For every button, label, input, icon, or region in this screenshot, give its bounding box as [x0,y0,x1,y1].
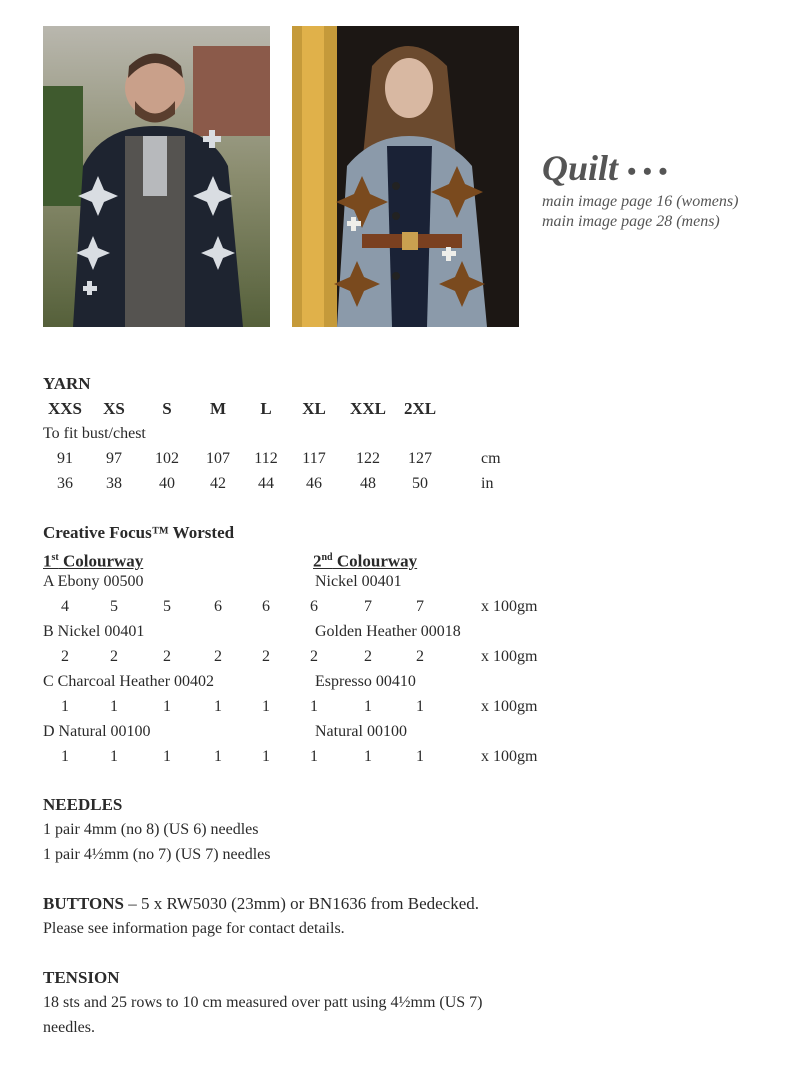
colour-quantity: 2 [214,648,222,665]
quantity-unit: x 100gm [481,598,538,615]
quantity-unit: x 100gm [481,648,538,665]
tension-heading: TENSION [43,968,120,987]
buttons-contact-note: Please see information page for contact details. [43,920,345,937]
measure-in: 38 [106,475,122,492]
colour-quantity: 2 [110,648,118,665]
size-label: L [260,399,272,418]
colour-quantity: 2 [163,648,171,665]
tension-line: 18 sts and 25 rows to 10 cm measured over patt using 4½mm (US 7) [43,994,483,1011]
yarn-product: Creative Focus™ Worsted [43,523,235,542]
colour-quantity: 1 [262,698,270,715]
colour-quantity: 5 [163,598,171,615]
colour-quantity: 1 [110,748,118,765]
measure-cm: 97 [106,450,122,467]
measure-cm: 122 [356,450,380,467]
colour-name-cw2: Golden Heather 00018 [315,623,461,640]
colour-quantity: 2 [61,648,69,665]
colour-quantity: 7 [416,598,424,615]
measure-in: 48 [360,475,376,492]
colour-quantity: 5 [110,598,118,615]
colour-quantity: 2 [262,648,270,665]
colour-quantity: 1 [416,698,424,715]
tension-line: needles. [43,1019,95,1036]
colour-name-cw1: A Ebony 00500 [43,573,144,590]
page-reference-womens: main image page 16 (womens) [542,193,739,210]
unit-cm: cm [481,450,501,467]
quantity-unit: x 100gm [481,698,538,715]
buttons-line: BUTTONS – 5 x RW5030 (23mm) or BN1636 from Bedecked. [43,894,480,913]
colour-quantity: 4 [61,598,69,615]
colour-name-cw1: C Charcoal Heather 00402 [43,673,215,690]
quantity-unit: x 100gm [481,748,538,765]
colour-quantity: 1 [61,698,69,715]
colour-quantity: 1 [262,748,270,765]
measure-cm: 117 [302,450,326,467]
colour-quantity: 1 [364,748,372,765]
measure-in: 36 [57,475,73,492]
colour-quantity: 2 [310,648,318,665]
buttons-heading: BUTTONS [43,894,124,913]
measure-cm: 91 [57,450,73,467]
colour-quantity: 2 [364,648,372,665]
womens-cardigan-photo [292,26,519,327]
colour-quantity: 1 [310,698,318,715]
measure-cm: 127 [408,450,432,467]
colour-name-cw1: B Nickel 00401 [43,623,145,640]
measure-in: 44 [258,475,274,492]
size-label: XL [302,399,326,418]
needle-line: 1 pair 4mm (no 8) (US 6) needles [43,821,259,838]
unit-in: in [481,475,494,492]
colour-quantity: 1 [163,748,171,765]
colour-name-cw2: Nickel 00401 [315,573,402,590]
page-reference-mens: main image page 28 (mens) [542,213,720,230]
size-label: 2XL [403,399,437,418]
colour-quantity: 1 [364,698,372,715]
fit-label: To fit bust/chest [43,425,146,442]
size-label: XXL [350,399,386,418]
title-block [542,148,738,232]
colour-quantity: 1 [163,698,171,715]
pattern-title: Quilt • • • [542,148,668,188]
colour-quantity: 1 [214,698,222,715]
mens-cardigan-photo [43,26,270,327]
yarn-heading: YARN [43,374,91,393]
colour-quantity: 1 [110,698,118,715]
measure-in: 50 [412,475,428,492]
measure-cm: 102 [155,450,179,467]
colour-quantity: 1 [310,748,318,765]
rating-dots: • • • [627,157,668,186]
measure-in: 40 [159,475,175,492]
colour-quantity: 2 [416,648,424,665]
colourway-2-heading: 2nd Colourway [313,551,418,571]
colour-quantity: 6 [214,598,222,615]
colour-quantity: 1 [416,748,424,765]
size-label: S [162,399,172,418]
colour-quantity: 7 [364,598,372,615]
measure-cm: 107 [206,450,230,467]
size-label: XXS [47,399,82,418]
colour-name-cw2: Natural 00100 [315,723,407,740]
needle-line: 1 pair 4½mm (no 7) (US 7) needles [43,846,271,863]
colourway-1-heading: 1st Colourway [43,551,144,571]
measure-in: 46 [306,475,322,492]
needles-heading: NEEDLES [43,795,123,814]
colour-name-cw2: Espresso 00410 [315,673,416,690]
size-label: M [209,399,227,418]
colour-quantity: 1 [214,748,222,765]
colour-quantity: 1 [61,748,69,765]
size-label: XS [103,399,125,418]
colour-quantity: 6 [262,598,270,615]
measure-cm: 112 [254,450,278,467]
measure-in: 42 [210,475,226,492]
colour-name-cw1: D Natural 00100 [43,723,151,740]
colour-quantity: 6 [310,598,318,615]
